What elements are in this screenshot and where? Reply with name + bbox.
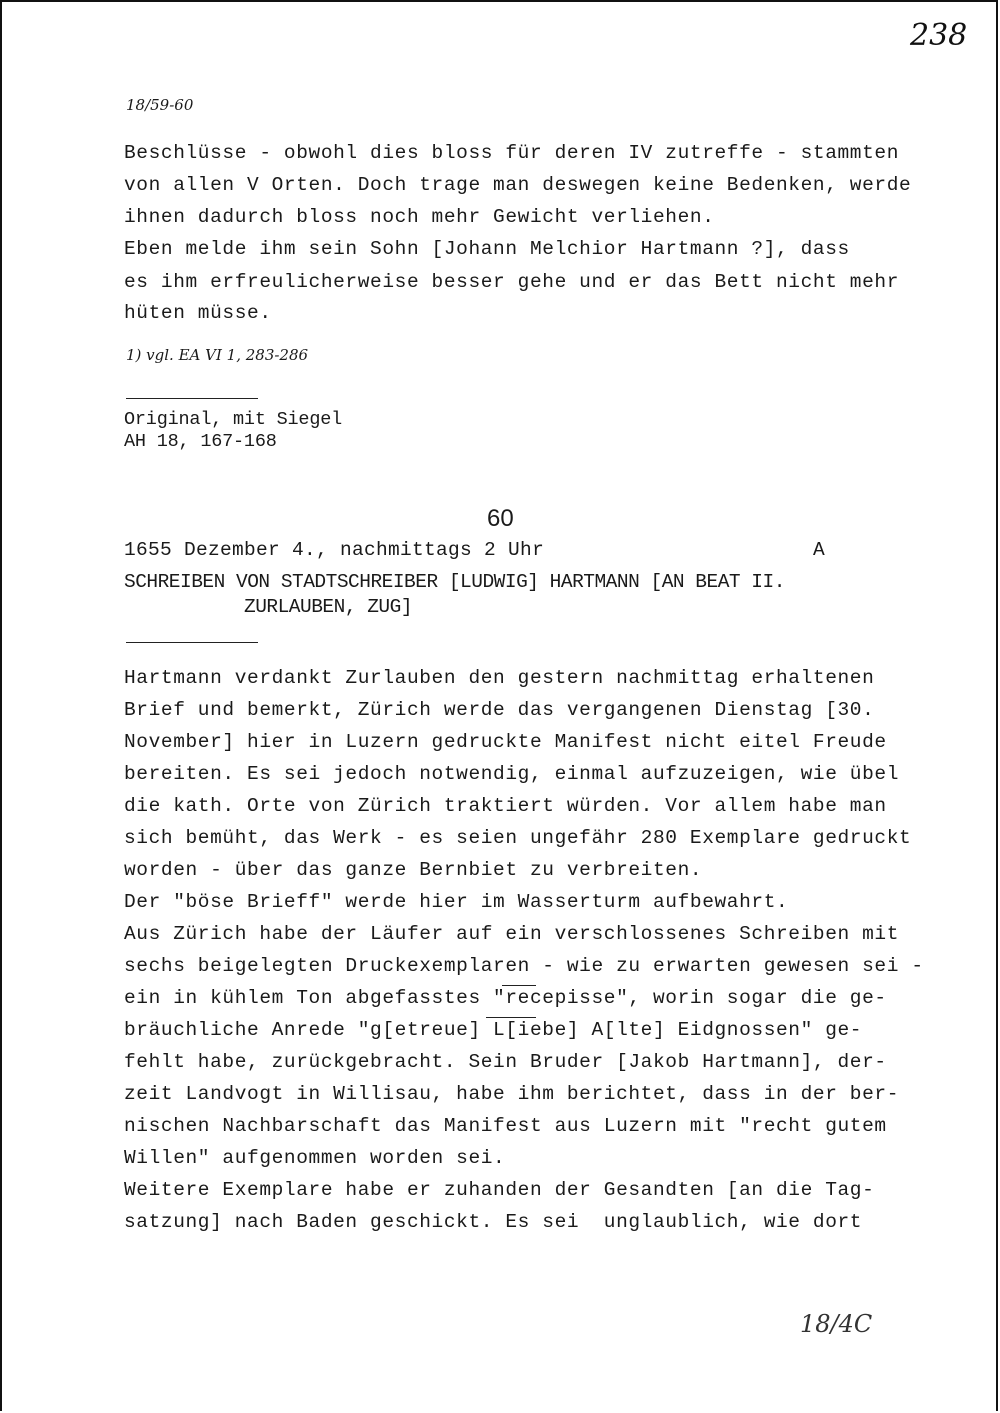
text-line: ein in kühlem Ton abgefasstes "recepisse", worin sogar die ge- <box>124 987 887 1009</box>
overline-mark <box>486 1017 536 1018</box>
text-line: zeit Landvogt in Willisau, habe ihm berichtet, dass in der ber- <box>124 1083 900 1105</box>
text-line: Hartmann verdankt Zurlauben den gestern nachmittag erhaltenen <box>124 667 875 689</box>
handwritten-page-number: 238 <box>910 18 968 53</box>
archive-signature: AH 18, 167-168 <box>124 431 277 452</box>
text-line: Der "böse Brieff" werde hier im Wasserturm aufbewahrt. <box>124 891 789 913</box>
overline-mark <box>502 985 536 986</box>
text-line: von allen V Orten. Doch trage man deswegen keine Bedenken, werde <box>124 174 912 196</box>
text-line: es ihm erfreulicherweise besser gehe und er das Bett nicht mehr <box>124 271 900 293</box>
text-line: bereiten. Es sei jedoch notwendig, einmal aufzuzeigen, wie übel <box>124 763 900 785</box>
text-line: sich bemüht, das Werk - es seien ungefähr 280 Exemplare gedruckt <box>124 827 912 849</box>
footnote: 1) vgl. EA VI 1, 283-286 <box>126 346 309 364</box>
text-line: hüten müsse. <box>124 302 272 324</box>
text-line: Aus Zürich habe der Läufer auf ein verschlossenes Schreiben mit <box>124 923 900 945</box>
text-line: Willen" aufgenommen worden sei. <box>124 1147 506 1169</box>
text-line: worden - über das ganze Bernbiet zu verbreiten. <box>124 859 703 881</box>
text-line: bräuchliche Anrede "g[etreue] L[iebe] A[lte] Eidgnossen" ge- <box>124 1019 863 1041</box>
text-line: Brief und bemerkt, Zürich werde das vergangenen Dienstag [30. <box>124 699 875 721</box>
text-line: satzung] nach Baden geschickt. Es sei unglaublich, wie dort <box>124 1211 863 1233</box>
text-line: Eben melde ihm sein Sohn [Johann Melchior Hartmann ?], dass <box>124 238 850 260</box>
text-line: die kath. Orte von Zürich traktiert würden. Vor allem habe man <box>124 795 887 817</box>
text-line: ihnen dadurch bloss noch mehr Gewicht verliehen. <box>124 206 715 228</box>
separator-rule <box>126 398 258 399</box>
text-line: November] hier in Luzern gedruckte Manifest nicht eitel Freude <box>124 731 887 753</box>
handwritten-archive-note: 18/4C <box>800 1310 873 1338</box>
document-title-line2: ZURLAUBEN, ZUG] <box>244 596 413 618</box>
document-number: 60 <box>487 505 514 532</box>
text-line: fehlt habe, zurückgebracht. Sein Bruder [Jakob Hartmann], der- <box>124 1051 887 1073</box>
text-line: Weitere Exemplare habe er zuhanden der Gesandten [an die Tag- <box>124 1179 875 1201</box>
document-date: 1655 Dezember 4., nachmittags 2 Uhr <box>124 539 545 561</box>
text-line: sechs beigelegten Druckexemplaren - wie zu erwarten gewesen sei - <box>124 955 924 977</box>
document-title-line1: SCHREIBEN VON STADTSCHREIBER [LUDWIG] HARTMANN [AN BEAT II. <box>124 571 785 593</box>
text-line: nischen Nachbarschaft das Manifest aus Luzern mit "recht gutem <box>124 1115 887 1137</box>
archive-source: Original, mit Siegel <box>124 409 343 430</box>
document-marker: A <box>813 539 826 561</box>
separator-rule <box>126 642 258 643</box>
page-reference: 18/59-60 <box>126 96 194 114</box>
text-line: Beschlüsse - obwohl dies bloss für deren IV zutreffe - stammten <box>124 142 900 164</box>
